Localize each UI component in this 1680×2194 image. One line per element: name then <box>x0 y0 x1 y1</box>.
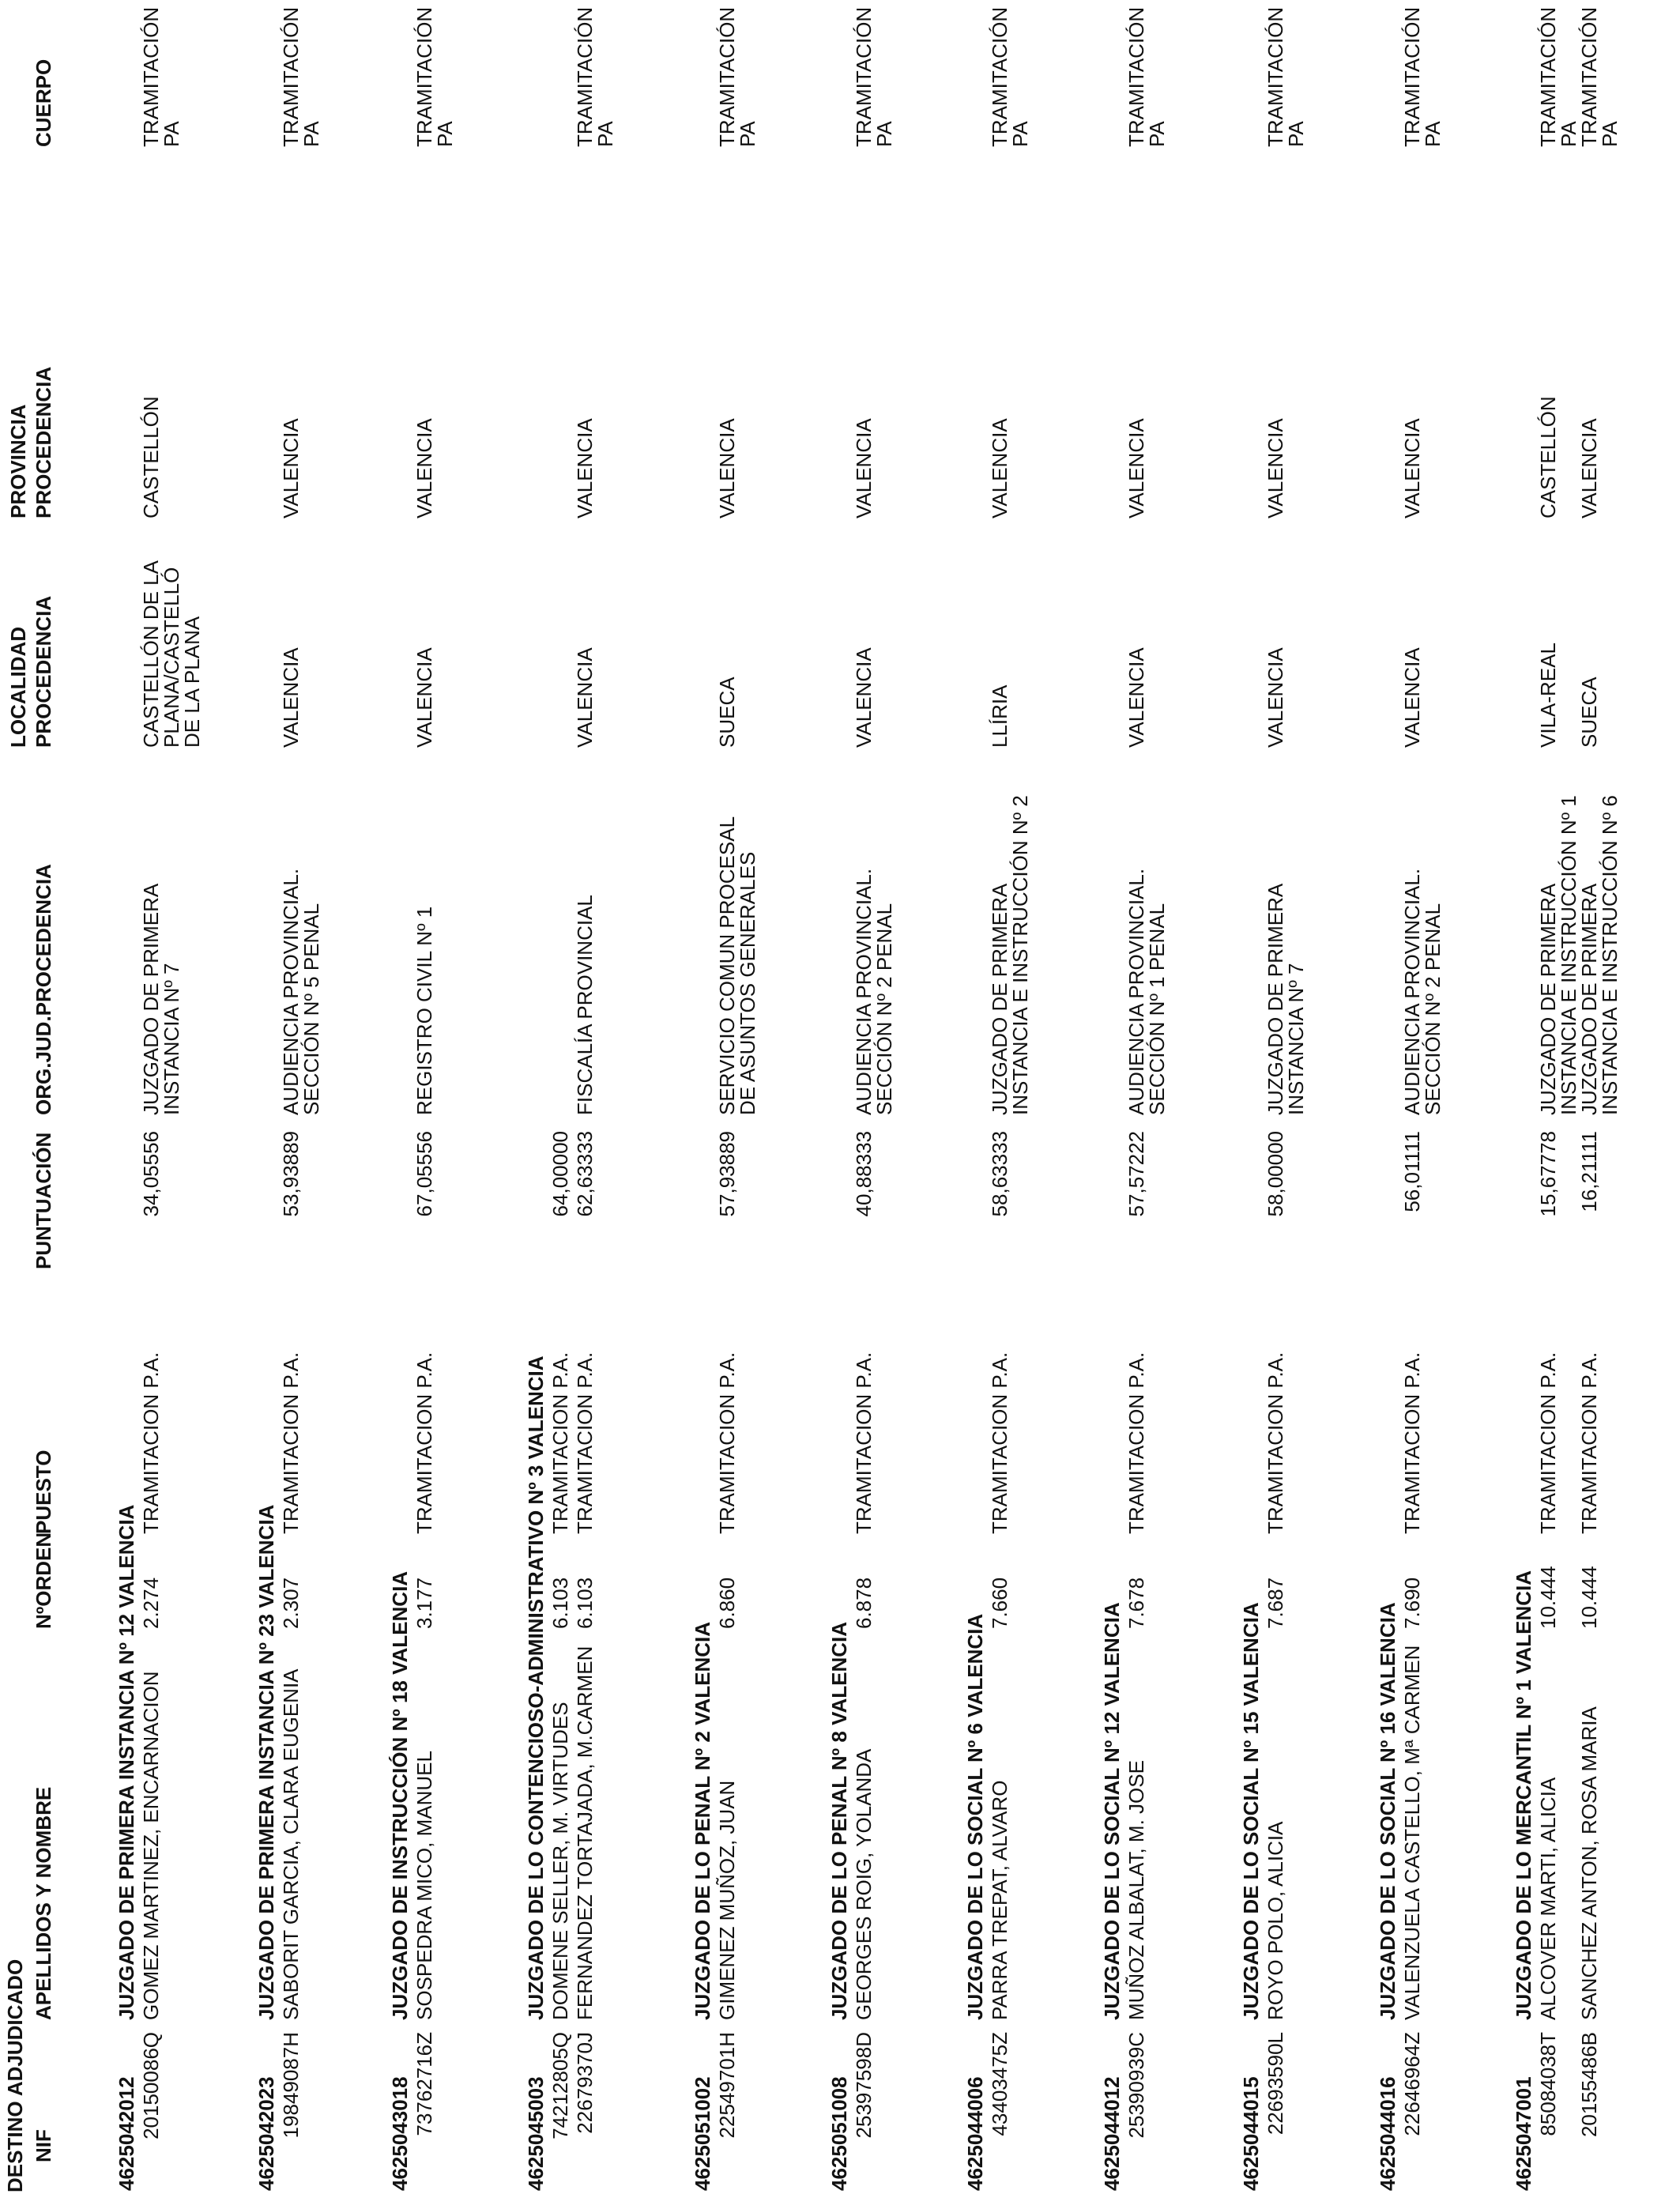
orden-cell: 2.307 <box>279 1577 303 1629</box>
group-code: 4625043018 <box>388 2076 412 2191</box>
orden-cell: 6.103 <box>548 1577 572 1629</box>
name-cell: GEORGES ROIG, YOLANDA <box>852 1748 876 2020</box>
nif-cell: 20150086Q <box>139 2032 163 2139</box>
orden-cell: 6.860 <box>715 1577 739 1629</box>
orden-cell: 2.274 <box>139 1577 163 1629</box>
provincia-cell: VALENCIA <box>1400 418 1424 518</box>
cuerpo-cell: PA <box>1008 121 1032 147</box>
puntuacion-cell: 67,05556 <box>412 1131 436 1217</box>
cuerpo-cell: PA <box>433 121 457 147</box>
orden-cell: 7.690 <box>1400 1577 1424 1629</box>
org-procedencia-cell: JUZGADO DE PRIMERA <box>988 883 1011 1115</box>
group-code: 4625044006 <box>963 2076 987 2191</box>
localidad-cell: LLÍRIA <box>988 684 1011 748</box>
org-procedencia-cell: REGISTRO CIVIL Nº 1 <box>412 906 436 1115</box>
puesto-cell: TRAMITACION P.A. <box>412 1351 436 1534</box>
cuerpo-cell: PA <box>160 121 183 147</box>
cuerpo-cell: TRAMITACIÓN <box>1577 6 1601 147</box>
localidad-cell: VALENCIA <box>1400 647 1424 748</box>
puntuacion-cell: 40,88333 <box>852 1131 876 1217</box>
org-procedencia-cell: FISCALÍA PROVINCIAL <box>573 895 597 1115</box>
group-name: JUZGADO DE LO CONTENCIOSO-ADMINISTRATIVO Nº 3 VALENCIA <box>524 1355 548 2020</box>
puesto-cell: TRAMITACION P.A. <box>279 1351 303 1534</box>
puntuacion-cell: 57,57222 <box>1124 1131 1148 1217</box>
puesto-cell: TRAMITACION P.A. <box>1124 1351 1148 1534</box>
header-norden: NºORDEN <box>32 1532 55 1629</box>
group-name: JUZGADO DE PRIMERA INSTANCIA Nº 12 VALENCIA <box>115 1504 138 2020</box>
orden-cell: 3.177 <box>412 1577 436 1629</box>
nif-cell: 22693590L <box>1264 2032 1287 2136</box>
puntuacion-cell: 15,67778 <box>1536 1131 1560 1217</box>
section-title: DESTINO ADJUDICADO <box>3 1958 27 2192</box>
group-name: JUZGADO DE LO MERCANTIL Nº 1 VALENCIA <box>1512 1570 1535 2020</box>
puntuacion-cell: 16,21111 <box>1577 1131 1601 1212</box>
puntuacion-cell: 58,00000 <box>1264 1131 1287 1217</box>
puntuacion-cell: 56,01111 <box>1400 1131 1424 1212</box>
group-code: 4625051008 <box>827 2076 851 2191</box>
cuerpo-cell: TRAMITACIÓN <box>715 6 739 147</box>
nif-cell: 25397598D <box>852 2032 876 2139</box>
header-cuerpo: CUERPO <box>32 58 55 147</box>
provincia-cell: VALENCIA <box>573 418 597 518</box>
localidad-cell: VALENCIA <box>412 647 436 748</box>
orden-cell: 7.687 <box>1264 1577 1287 1629</box>
group-name: JUZGADO DE LO SOCIAL Nº 6 VALENCIA <box>963 1613 987 2020</box>
puntuacion-cell: 53,93889 <box>279 1131 303 1217</box>
name-cell: GOMEZ MARTINEZ, ENCARNACION <box>139 1671 163 2020</box>
orden-cell: 7.660 <box>988 1577 1011 1629</box>
provincia-cell: VALENCIA <box>412 418 436 518</box>
header-provincia-2: PROCEDENCIA <box>32 366 55 518</box>
puesto-cell: TRAMITACION P.A. <box>1400 1351 1424 1534</box>
org-procedencia-cell: AUDIENCIA PROVINCIAL. <box>1124 868 1148 1115</box>
name-cell: FERNANDEZ TORTAJADA, M.CARMEN <box>573 1646 597 2020</box>
puesto-cell: TRAMITACION P.A. <box>715 1351 739 1534</box>
localidad-cell: SUECA <box>715 677 739 748</box>
nif-cell: 43403475Z <box>988 2032 1011 2136</box>
name-cell: PARRA TREPAT, ALVARO <box>988 1780 1011 2020</box>
localidad-cell: VALENCIA <box>1264 647 1287 748</box>
puntuacion-cell: 57,93889 <box>715 1131 739 1217</box>
group-name: JUZGADO DE LO PENAL Nº 2 VALENCIA <box>691 1621 714 2020</box>
puntuacion-cell: 64,00000 <box>548 1131 572 1217</box>
puesto-cell: TRAMITACION P.A. <box>1577 1351 1601 1534</box>
puesto-cell: TRAMITACION P.A. <box>573 1351 597 1534</box>
group-code: 4625042023 <box>254 2076 278 2191</box>
name-cell: MUÑOZ ALBALAT, M. JOSE <box>1124 1760 1148 2020</box>
cuerpo-cell: PA <box>1421 121 1445 147</box>
header-provincia-1: PROVINCIA <box>6 404 30 518</box>
nif-cell: 22679370J <box>573 2032 597 2134</box>
group-code: 4625044016 <box>1376 2076 1399 2191</box>
header-nombre: APELLIDOS Y NOMBRE <box>32 1786 55 2020</box>
orden-cell: 6.878 <box>852 1577 876 1629</box>
nif-cell: 73762716Z <box>412 2032 436 2136</box>
org-procedencia-cell: SECCIÓN Nº 2 PENAL <box>872 903 896 1115</box>
provincia-cell: CASTELLÓN <box>139 396 163 518</box>
cuerpo-cell: PA <box>1284 121 1308 147</box>
org-procedencia-cell: AUDIENCIA PROVINCIAL. <box>279 868 303 1115</box>
provincia-cell: VALENCIA <box>1264 418 1287 518</box>
org-procedencia-cell: JUZGADO DE PRIMERA <box>1536 883 1560 1115</box>
provincia-cell: VALENCIA <box>1124 418 1148 518</box>
header-puesto: PUESTO <box>32 1449 55 1534</box>
name-cell: SOSPEDRA MICO, MANUEL <box>412 1751 436 2020</box>
cuerpo-cell: PA <box>1145 121 1169 147</box>
nif-cell: 20155486B <box>1577 2032 1601 2138</box>
org-procedencia-cell: INSTANCIA E INSTRUCCIÓN Nº 2 <box>1008 795 1032 1115</box>
group-code: 4625047001 <box>1512 2076 1535 2191</box>
org-procedencia-cell: INSTANCIA E INSTRUCCIÓN Nº 6 <box>1598 795 1622 1115</box>
provincia-cell: VALENCIA <box>715 418 739 518</box>
puesto-cell: TRAMITACION P.A. <box>1264 1351 1287 1534</box>
cuerpo-cell: PA <box>299 121 323 147</box>
cuerpo-cell: TRAMITACIÓN <box>1536 6 1560 147</box>
group-name: JUZGADO DE LO PENAL Nº 8 VALENCIA <box>827 1621 851 2020</box>
group-code: 4625045003 <box>524 2076 548 2191</box>
org-procedencia-cell: SERVICIO COMUN PROCESAL <box>715 816 739 1115</box>
puntuacion-cell: 34,05556 <box>139 1131 163 1217</box>
org-procedencia-cell: JUZGADO DE PRIMERA <box>139 883 163 1115</box>
localidad-cell: VILA-REAL <box>1536 643 1560 748</box>
header-localidad-1: LOCALIDAD <box>6 626 30 748</box>
name-cell: VALENZUELA CASTELLO, Mª CARMEN <box>1400 1645 1424 2020</box>
org-procedencia-cell: DE ASUNTOS GENERALES <box>736 851 759 1115</box>
localidad-cell: VALENCIA <box>279 647 303 748</box>
localidad-cell: PLANA/CASTELLÓ <box>160 567 183 748</box>
nif-cell: 22646964Z <box>1400 2032 1424 2136</box>
cuerpo-cell: TRAMITACIÓN <box>1264 6 1287 147</box>
nif-cell: 22549701H <box>715 2032 739 2139</box>
localidad-cell: SUECA <box>1577 677 1601 748</box>
org-procedencia-cell: INSTANCIA Nº 7 <box>160 963 183 1115</box>
group-name: JUZGADO DE LO SOCIAL Nº 16 VALENCIA <box>1376 1602 1399 2020</box>
name-cell: GIMENEZ MUÑOZ, JUAN <box>715 1780 739 2020</box>
org-procedencia-cell: SECCIÓN Nº 1 PENAL <box>1145 903 1169 1115</box>
provincia-cell: VALENCIA <box>988 418 1011 518</box>
group-name: JUZGADO DE PRIMERA INSTANCIA Nº 23 VALENCIA <box>254 1504 278 2020</box>
cuerpo-cell: PA <box>736 121 759 147</box>
orden-cell: 7.678 <box>1124 1577 1148 1629</box>
localidad-cell: CASTELLÓN DE LA <box>139 560 163 748</box>
orden-cell: 10.444 <box>1536 1566 1560 1629</box>
nif-cell: 19849087H <box>279 2032 303 2139</box>
nif-cell: 25390939C <box>1124 2032 1148 2139</box>
org-procedencia-cell: AUDIENCIA PROVINCIAL. <box>852 868 876 1115</box>
name-cell: SANCHEZ ANTON, ROSA MARIA <box>1577 1706 1601 2020</box>
group-code: 4625044012 <box>1100 2076 1124 2191</box>
name-cell: DOMENE SELLER, M. VIRTUDES <box>548 1702 572 2020</box>
cuerpo-cell: PA <box>1598 121 1622 147</box>
name-cell: ROYO POLO, ALICIA <box>1264 1821 1287 2020</box>
group-code: 4625051002 <box>691 2076 714 2191</box>
puntuacion-cell: 58,63333 <box>988 1131 1011 1217</box>
cuerpo-cell: TRAMITACIÓN <box>279 6 303 147</box>
puesto-cell: TRAMITACION P.A. <box>139 1351 163 1534</box>
provincia-cell: VALENCIA <box>279 418 303 518</box>
org-procedencia-cell: INSTANCIA E INSTRUCCIÓN Nº 1 <box>1557 795 1580 1115</box>
puesto-cell: TRAMITACION P.A. <box>852 1351 876 1534</box>
name-cell: ALCOVER MARTI, ALICIA <box>1536 1777 1560 2020</box>
puntuacion-cell: 62,63333 <box>573 1131 597 1217</box>
group-name: JUZGADO DE LO SOCIAL Nº 12 VALENCIA <box>1100 1602 1124 2020</box>
provincia-cell: CASTELLÓN <box>1536 396 1560 518</box>
puesto-cell: TRAMITACION P.A. <box>988 1351 1011 1534</box>
cuerpo-cell: TRAMITACIÓN <box>852 6 876 147</box>
cuerpo-cell: PA <box>872 121 896 147</box>
cuerpo-cell: TRAMITACIÓN <box>573 6 597 147</box>
cuerpo-cell: TRAMITACIÓN <box>412 6 436 147</box>
org-procedencia-cell: SECCIÓN Nº 2 PENAL <box>1421 903 1445 1115</box>
cuerpo-cell: TRAMITACIÓN <box>1124 6 1148 147</box>
group-name: JUZGADO DE INSTRUCCIÓN Nº 18 VALENCIA <box>388 1570 412 2020</box>
name-cell: SABORIT GARCIA, CLARA EUGENIA <box>279 1668 303 2020</box>
group-code: 4625044015 <box>1239 2076 1263 2191</box>
provincia-cell: VALENCIA <box>1577 418 1601 518</box>
localidad-cell: VALENCIA <box>1124 647 1148 748</box>
provincia-cell: VALENCIA <box>852 418 876 518</box>
org-procedencia-cell: SECCIÓN Nº 5 PENAL <box>299 903 323 1115</box>
org-procedencia-cell: JUZGADO DE PRIMERA <box>1264 883 1287 1115</box>
orden-cell: 10.444 <box>1577 1566 1601 1629</box>
org-procedencia-cell: AUDIENCIA PROVINCIAL. <box>1400 868 1424 1115</box>
cuerpo-cell: TRAMITACIÓN <box>139 6 163 147</box>
nif-cell: 85084038T <box>1536 2032 1560 2136</box>
header-puntuacion: PUNTUACIÓN <box>32 1132 55 1269</box>
header-localidad-2: PROCEDENCIA <box>32 595 55 748</box>
header-org: ORG.JUD.PROCEDENCIA <box>32 864 55 1115</box>
localidad-cell: VALENCIA <box>573 647 597 748</box>
puesto-cell: TRAMITACION P.A. <box>548 1351 572 1534</box>
org-procedencia-cell: JUZGADO DE PRIMERA <box>1577 883 1601 1115</box>
header-nif: NIF <box>32 2129 55 2162</box>
org-procedencia-cell: INSTANCIA Nº 7 <box>1284 963 1308 1115</box>
puesto-cell: TRAMITACION P.A. <box>1536 1351 1560 1534</box>
cuerpo-cell: PA <box>1557 121 1580 147</box>
nif-cell: 74212805Q <box>548 2032 572 2139</box>
group-name: JUZGADO DE LO SOCIAL Nº 15 VALENCIA <box>1239 1602 1263 2020</box>
localidad-cell: VALENCIA <box>852 647 876 748</box>
orden-cell: 6.103 <box>573 1577 597 1629</box>
cuerpo-cell: PA <box>593 121 617 147</box>
cuerpo-cell: TRAMITACIÓN <box>988 6 1011 147</box>
localidad-cell: DE LA PLANA <box>180 616 204 748</box>
group-code: 4625042012 <box>115 2076 138 2191</box>
cuerpo-cell: TRAMITACIÓN <box>1400 6 1424 147</box>
